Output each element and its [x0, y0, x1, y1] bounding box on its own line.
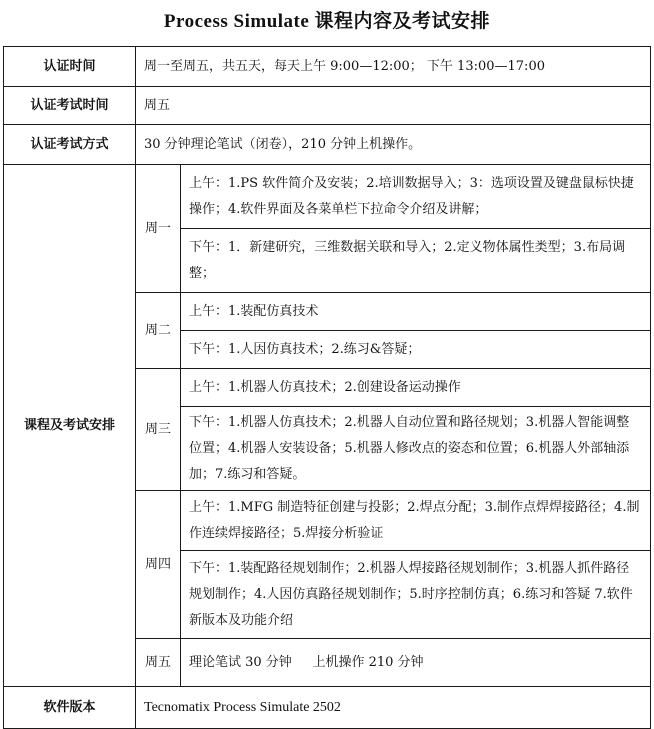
session-thursday-am: 上午：1.MFG 制造特征创建与投影；2.焊点分配；3.制作点焊焊接路径；4.制作连续焊接路径；5.焊接分析验证 [181, 491, 651, 551]
session-tuesday-pm: 下午：1.人因仿真技术；2.练习&答疑； [181, 331, 651, 369]
table-row [4, 125, 651, 165]
course-label: 课程及考试安排 [4, 165, 136, 687]
exam-time-value: 周五 [136, 87, 651, 125]
software-version-value: Tecnomatix Process Simulate 2502 [136, 687, 651, 729]
session-thursday-pm: 下午：1.装配路径规划制作；2.机器人焊接路径规划制作；3.机器人抓件路径规划制作；4.人因仿真路径规划制作；5.时序控制仿真；6.练习和答疑 7.软件新版本及功能介绍 [181, 551, 651, 639]
table-row [4, 687, 651, 729]
software-version-label: 软件版本 [4, 687, 136, 729]
course-schedule-table [3, 46, 651, 729]
cert-time-value: 周一至周五，共五天，每天上午 9:00—12:00； 下午 13:00—17:00 [136, 47, 651, 87]
session-wednesday-pm: 下午：1.机器人仿真技术；2.机器人自动位置和路径规划；3.机器人智能调整位置；4.机器人安装设备；5.机器人修改点的姿态和位置；6.机器人外部轴添加；7.练习和答疑。 [181, 407, 651, 491]
table-row [4, 87, 651, 125]
table-row [4, 165, 651, 229]
day-label-tuesday: 周二 [136, 293, 181, 369]
exam-time-label: 认证考试时间 [4, 87, 136, 125]
session-monday-pm: 下午：1．新建研究，三维数据关联和导入；2.定义物体属性类型；3.布局调整； [181, 229, 651, 293]
document-title: Process Simulate 课程内容及考试安排 [163, 11, 491, 32]
session-friday: 理论笔试 30 分钟 上机操作 210 分钟 [181, 639, 651, 687]
cert-time-label: 认证时间 [4, 47, 136, 87]
day-label-friday: 周五 [136, 639, 181, 687]
exam-method-label: 认证考试方式 [4, 125, 136, 165]
table-row [4, 47, 651, 87]
session-wednesday-am: 上午：1.机器人仿真技术；2.创建设备运动操作 [181, 369, 651, 407]
day-label-wednesday: 周三 [136, 369, 181, 491]
day-label-monday: 周一 [136, 165, 181, 293]
session-tuesday-am: 上午：1.装配仿真技术 [181, 293, 651, 331]
day-label-thursday: 周四 [136, 491, 181, 639]
exam-method-value: 30 分钟理论笔试（闭卷），210 分钟上机操作。 [136, 125, 651, 165]
session-monday-am: 上午：1.PS 软件简介及安装；2.培训数据导入；3：选项设置及键盘鼠标快捷操作；4.软件界面及各菜单栏下拉命令介绍及讲解； [181, 165, 651, 229]
